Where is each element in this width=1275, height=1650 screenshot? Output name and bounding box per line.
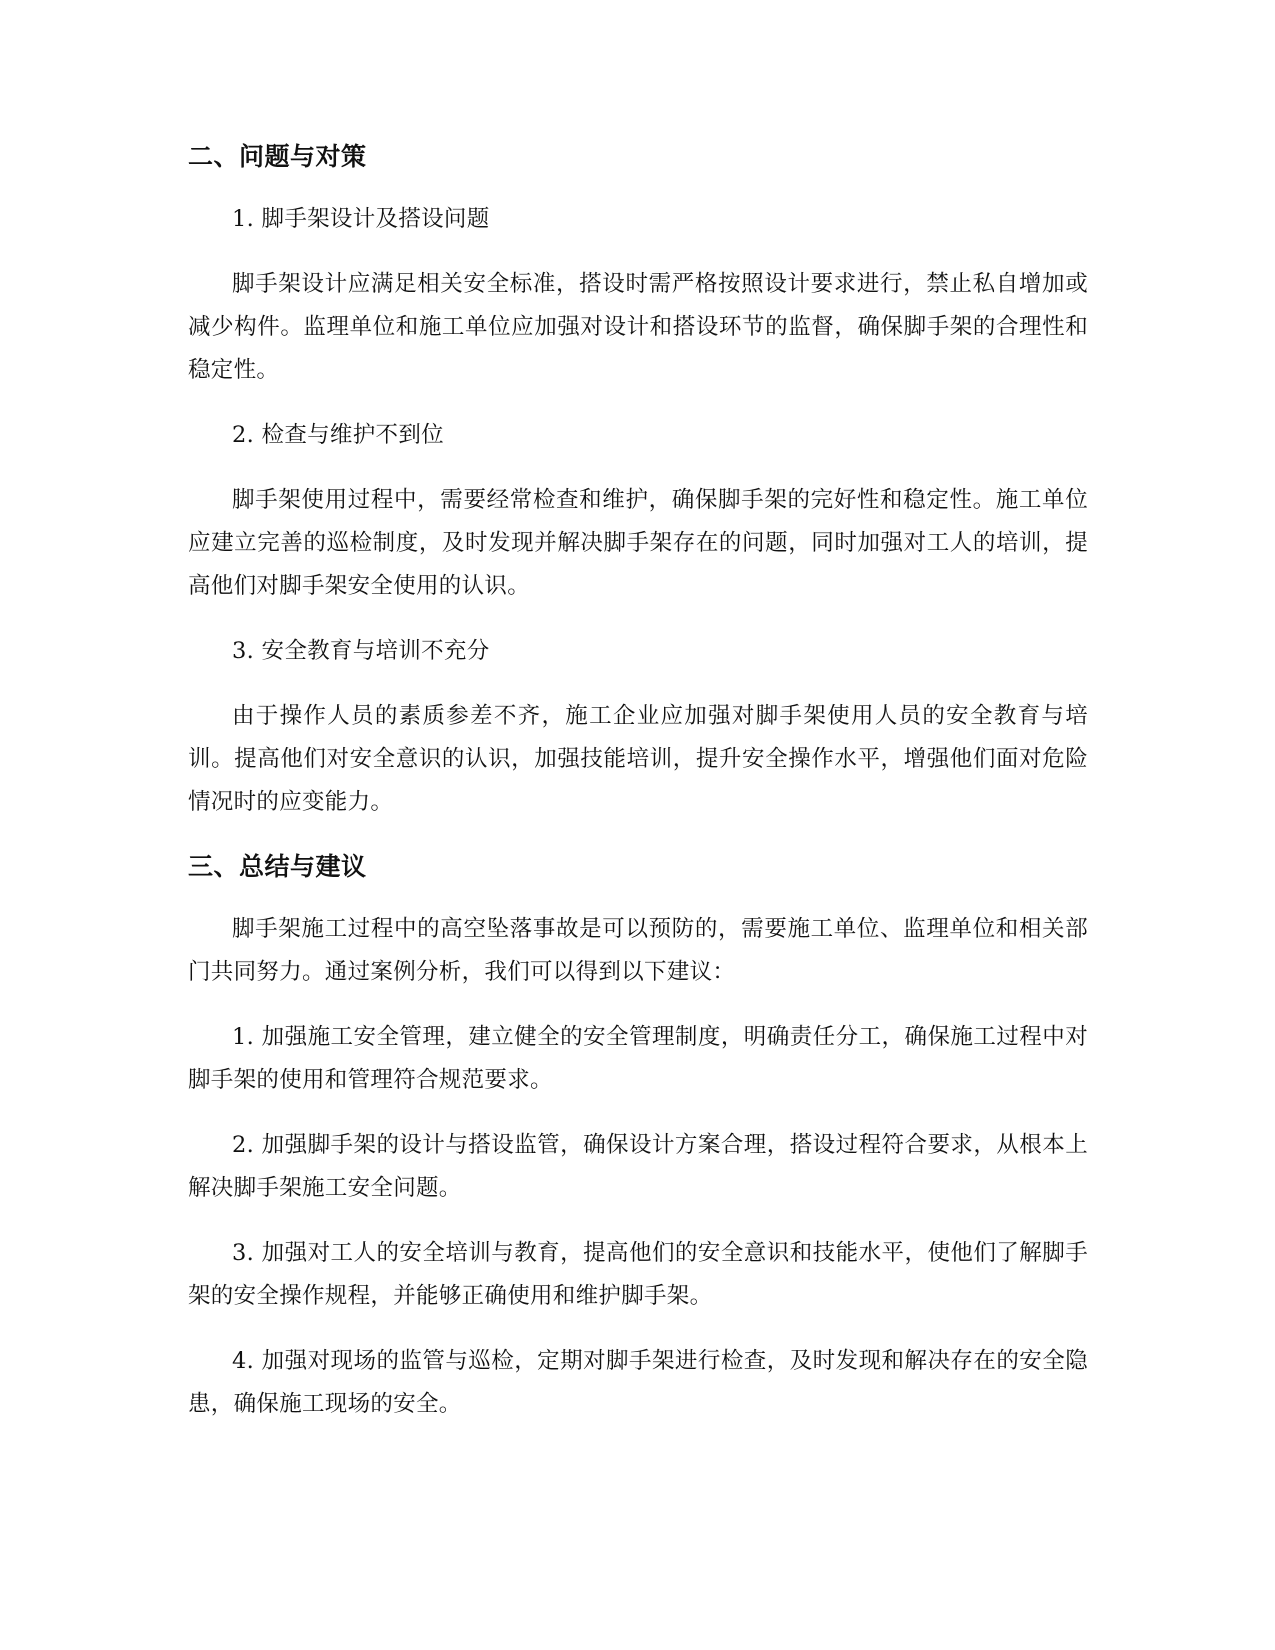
suggestion-item-3: 3. 加强对工人的安全培训与教育，提高他们的安全意识和技能水平，使他们了解脚手架的安全操作规程，并能够正确使用和维护脚手架。 bbox=[188, 1240, 1088, 1309]
item-title-safety-training: 3. 安全教育与培训不充分 bbox=[232, 638, 490, 664]
item-body-design-erection: 脚手架设计应满足相关安全标准，搭设时需严格按照设计要求进行，禁止私自增加或减少构件。监理单位和施工单位应加强对设计和搭设环节的监督，确保脚手架的合理性和稳定性。 bbox=[188, 271, 1088, 383]
item-title-design-erection: 1. 脚手架设计及搭设问题 bbox=[232, 206, 490, 232]
document-body bbox=[188, 140, 1088, 1448]
suggestion-item-2: 2. 加强脚手架的设计与搭设监管，确保设计方案合理，搭设过程符合要求，从根本上解决脚手架施工安全问题。 bbox=[188, 1132, 1088, 1201]
section-heading-problems-countermeasures: 二、问题与对策 bbox=[188, 142, 367, 171]
summary-intro-paragraph: 脚手架施工过程中的高空坠落事故是可以预防的，需要施工单位、监理单位和相关部门共同努力。通过案例分析，我们可以得到以下建议： bbox=[188, 916, 1088, 985]
section-heading-summary-suggestions: 三、总结与建议 bbox=[188, 852, 367, 881]
suggestion-item-4: 4. 加强对现场的监管与巡检，定期对脚手架进行检查，及时发现和解决存在的安全隐患，确保施工现场的安全。 bbox=[188, 1348, 1088, 1417]
item-title-inspection-maintenance: 2. 检查与维护不到位 bbox=[232, 422, 444, 448]
item-body-inspection-maintenance: 脚手架使用过程中，需要经常检查和维护，确保脚手架的完好性和稳定性。施工单位应建立完善的巡检制度，及时发现并解决脚手架存在的问题，同时加强对工人的培训，提高他们对脚手架安全使用的认识。 bbox=[188, 487, 1088, 599]
suggestion-item-1: 1. 加强施工安全管理，建立健全的安全管理制度，明确责任分工，确保施工过程中对脚手架的使用和管理符合规范要求。 bbox=[188, 1024, 1088, 1093]
item-body-safety-training: 由于操作人员的素质参差不齐，施工企业应加强对脚手架使用人员的安全教育与培训。提高他们对安全意识的认识，加强技能培训，提升安全操作水平，增强他们面对危险情况时的应变能力。 bbox=[188, 703, 1088, 815]
